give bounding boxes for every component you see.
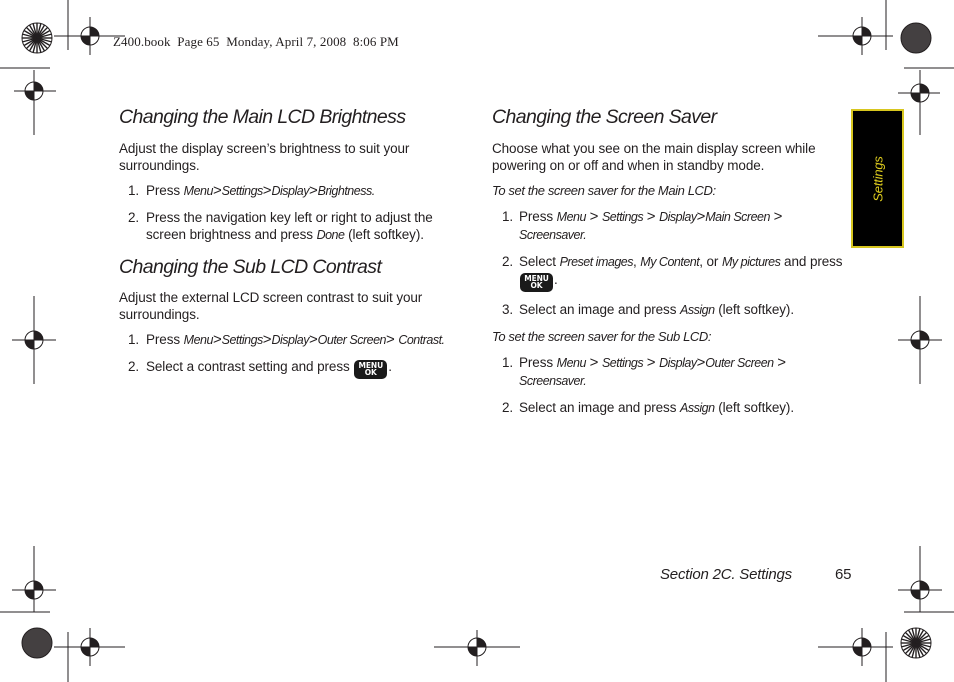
list-item: 1. Press Menu>Settings>Display>Brightness. <box>128 182 375 199</box>
contrast-steps <box>119 331 464 379</box>
list-item: 1. Press Menu > Settings > Display>Outer Screen > Screensaver. <box>502 353 786 388</box>
brightness-steps <box>119 182 464 244</box>
footer-section: Section 2C. Settings <box>660 566 792 583</box>
side-tab-label: Settings <box>870 155 885 202</box>
print-header: Z400.book Page 65 Monday, April 7, 2008 8:06 PM <box>113 34 399 49</box>
left-column <box>119 104 464 388</box>
screen-saver-heading: Changing the Screen Saver <box>492 106 717 128</box>
contrast-intro: Adjust the external LCD screen contrast to suit your surroundings. <box>119 290 423 322</box>
list-item: 2. Select a contrast setting and press MENU OK . <box>128 359 392 377</box>
list-item: 2. Press the navigation key left or right to adjust the screen brightness and press Done (left softkey). <box>128 210 433 242</box>
main-lcd-subhead: To set the screen saver for the Main LCD: <box>492 183 716 198</box>
list-item: 3. Select an image and press Assign (left softkey). <box>502 301 794 317</box>
menu-ok-key-icon: MENU OK <box>354 360 387 379</box>
page-number: 65 <box>835 566 852 583</box>
brightness-intro: Adjust the display screen’s brightness to suit your surroundings. <box>119 141 410 173</box>
list-item: 1. Press Menu > Settings > Display>Main Screen > Screensaver. <box>502 208 783 242</box>
main-lcd-steps <box>492 208 844 319</box>
screen-saver-intro: Choose what you see on the main display screen while powering on or off and when in standby mode. <box>492 141 816 173</box>
sub-lcd-subhead: To set the screen saver for the Sub LCD: <box>492 328 712 344</box>
sub-lcd-steps <box>492 354 844 417</box>
page-footer <box>660 566 852 583</box>
list-item: 2. Select an image and press Assign (left softkey). <box>502 399 794 415</box>
right-column <box>492 104 844 426</box>
list-item: 2. Select Preset images, My Content, or My pictures and press MENU OK . <box>502 254 843 290</box>
contrast-heading: Changing the Sub LCD Contrast <box>119 256 382 278</box>
brightness-heading: Changing the Main LCD Brightness <box>119 106 406 128</box>
list-item: 1. Press Menu>Settings>Display>Outer Screen> Contrast. <box>128 331 445 348</box>
menu-ok-key-icon: MENU OK <box>520 273 553 292</box>
section-side-tab <box>851 109 904 248</box>
